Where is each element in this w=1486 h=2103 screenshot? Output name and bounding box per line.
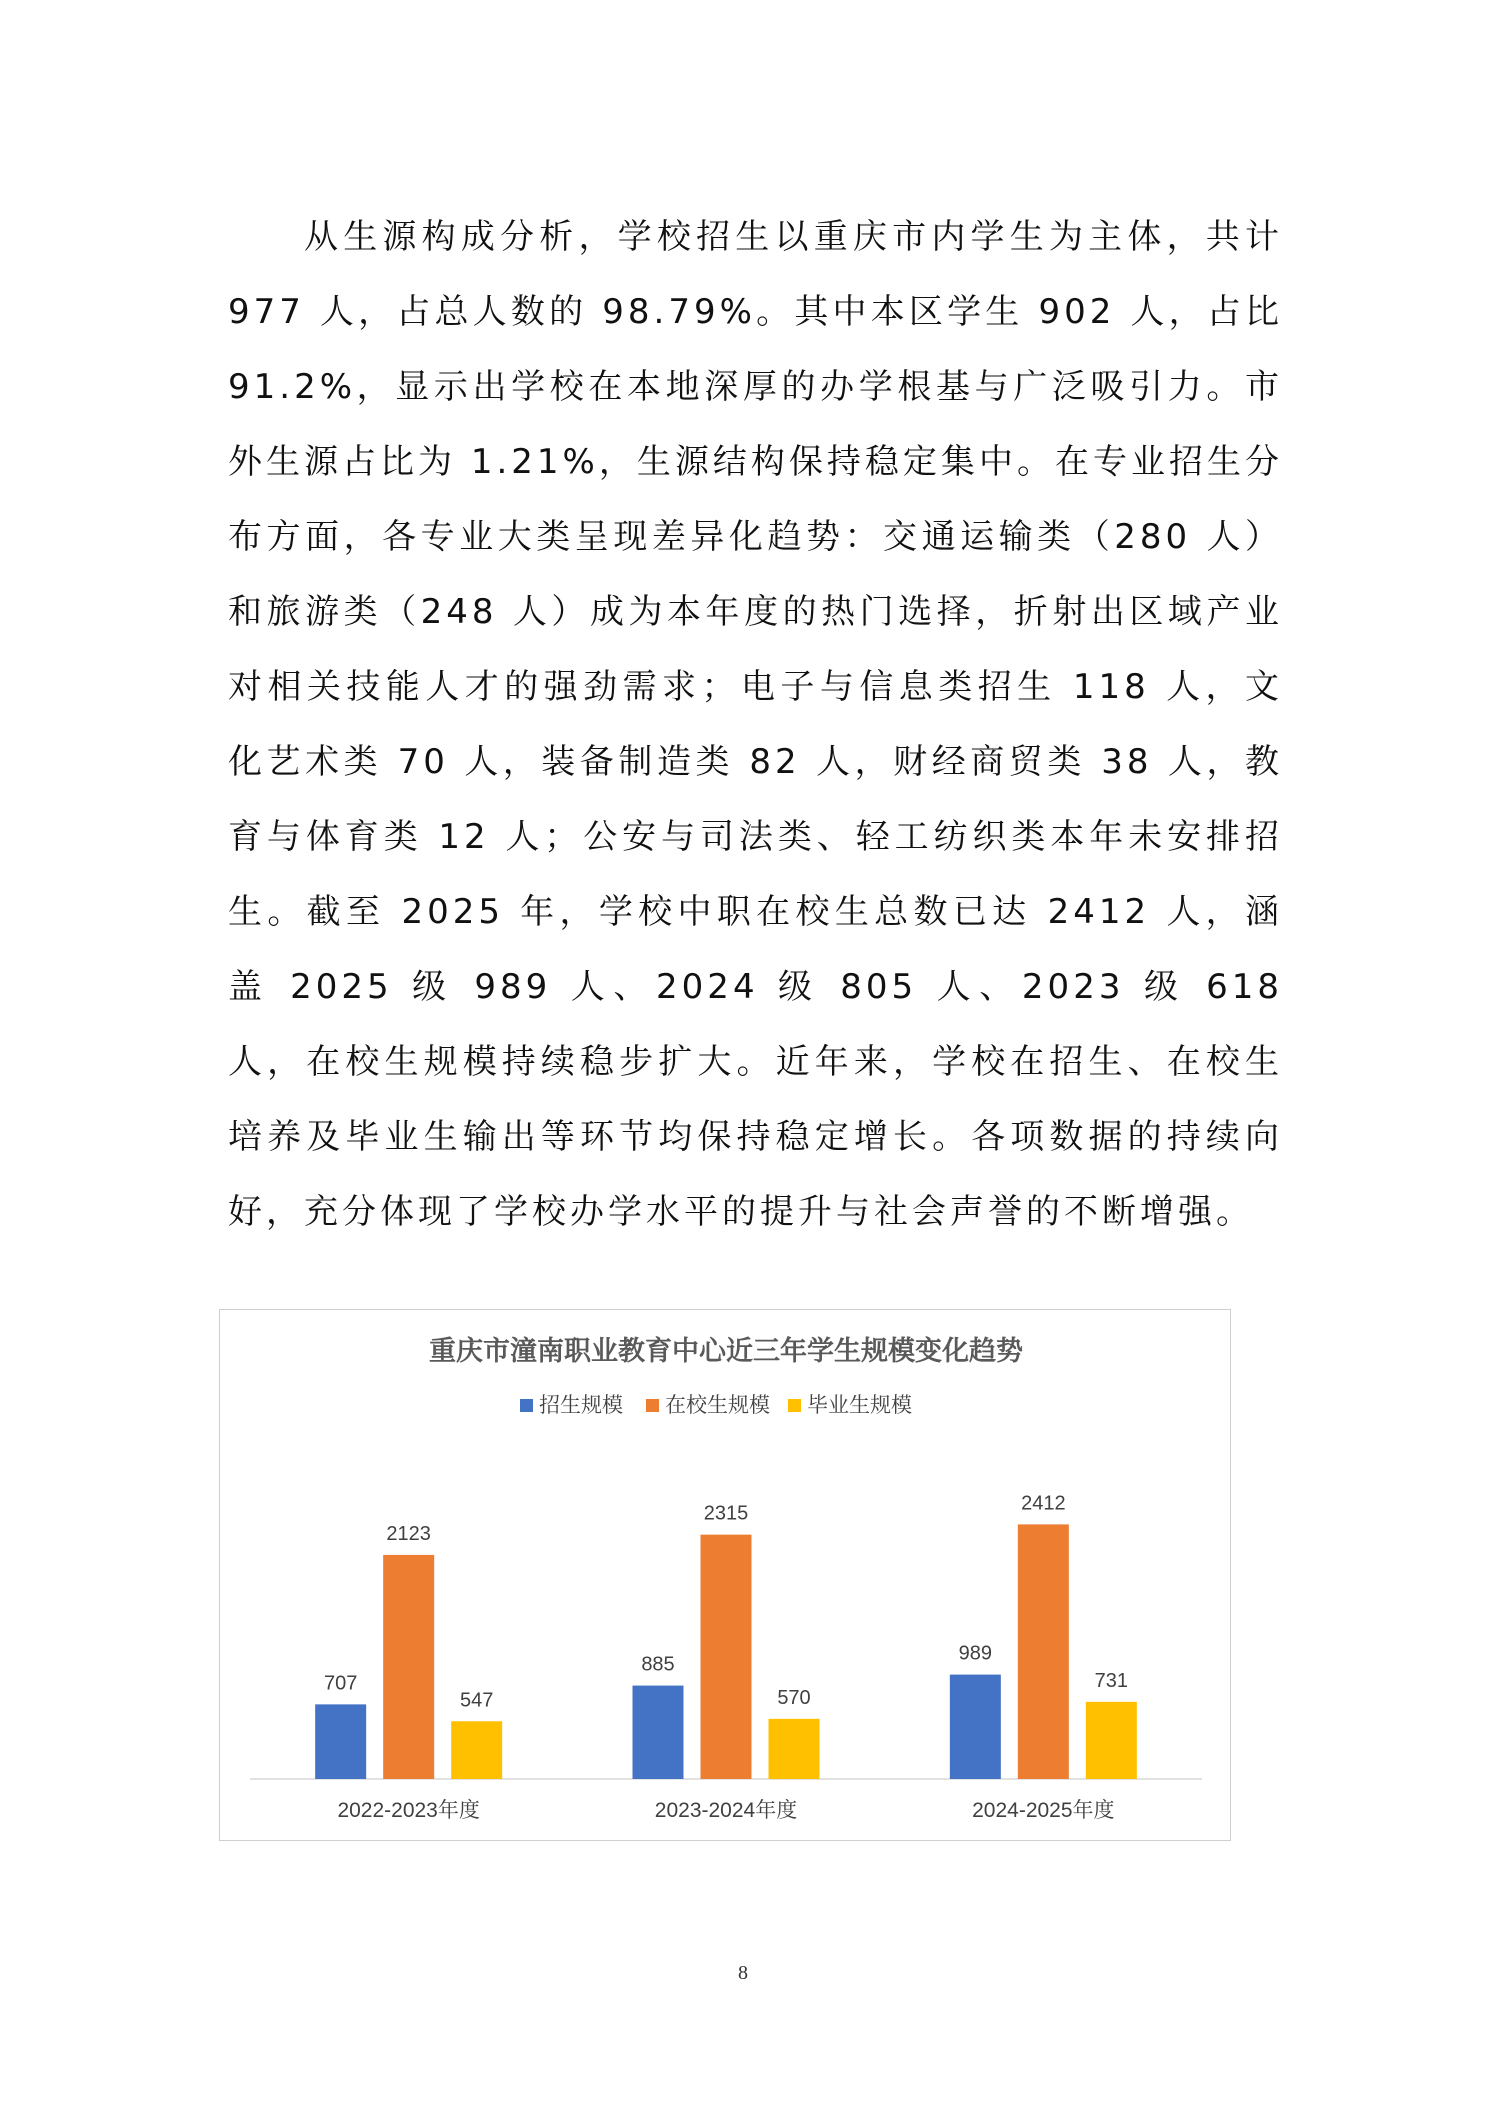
legend-swatch-0 (520, 1399, 533, 1412)
data-label-1-1: 2315 (703, 1502, 749, 1525)
data-label-0-1: 2123 (386, 1522, 431, 1545)
data-label-1-2: 570 (777, 1686, 811, 1709)
chart-title: 重庆市潼南职业教育中心近三年学生规模变化趋势 (429, 1336, 1023, 1366)
legend-label-0: 招生规模 (539, 1394, 623, 1417)
legend-swatch-1 (646, 1399, 659, 1412)
legend-label-1: 在校生规模 (665, 1394, 770, 1417)
data-label-0-0: 707 (323, 1672, 358, 1695)
category-label-0: 2022-2023年度 (337, 1799, 480, 1822)
data-label-2-2: 731 (1094, 1669, 1129, 1692)
bar-0-1 (383, 1555, 434, 1779)
legend-label-2: 毕业生规模 (807, 1394, 912, 1417)
student-scale-chart (219, 1309, 1231, 1841)
bar-2-2 (1086, 1702, 1137, 1779)
bar-1-0 (633, 1686, 684, 1779)
data-label-2-0: 989 (958, 1642, 993, 1665)
bar-2-0 (950, 1675, 1001, 1779)
data-label-2-1: 2412 (1021, 1492, 1066, 1515)
bar-group (315, 1524, 1137, 1779)
bar-1-2 (769, 1719, 820, 1779)
category-label-2: 2024-2025年度 (972, 1799, 1115, 1822)
category-tick-group (337, 1799, 1114, 1822)
body-paragraph: 从生源构成分析，学校招生以重庆市内学生为主体，共计 977 人，占总人数的 98.79%。其中本区学生 902 人，占比 91.2%，显示出学校在本地深厚的办学根基与广泛吸引力。市外生源占比为 1.21%，生源结构保持稳定集中。在专业招生分布方面，各专业大类呈现差异化趋势：交通运输类（280 人）和旅游类（248 人）成为本年度的热门选择，折射出区域产业对相关技能人才的强劲需求；电子与信息类招生 118 人，文化艺术类 70 人，装备制造类 82 人，财经商贸类 38 人，教育与体育类 12 人；公安与司法类、轻工纺织类本年未安排招生。截至 2025 年，学校中职在校生总数已达 2412 人，涵盖 2025 级 989 人、2024 级 805 人、2023 级 618 人，在校生规模持续稳步扩大。近年来，学校在招生、在校生培养及毕业生输出等环节均保持稳定增长。各项数据的持续向好，充分体现了学校办学水平的提升与社会声誉的不断增强。 (228, 217, 1283, 1232)
category-label-1: 2023-2024年度 (654, 1799, 798, 1822)
data-label-0-2: 547 (459, 1689, 494, 1712)
page-number: 8 (738, 1962, 748, 1984)
chart-svg (220, 1310, 1232, 1842)
bar-2-1 (1018, 1524, 1069, 1779)
bar-1-1 (701, 1535, 752, 1779)
chart-legend (520, 1394, 912, 1417)
legend-swatch-2 (788, 1399, 801, 1412)
bar-0-0 (315, 1704, 366, 1779)
data-label-1-0: 885 (641, 1653, 675, 1676)
bar-0-2 (451, 1721, 502, 1779)
